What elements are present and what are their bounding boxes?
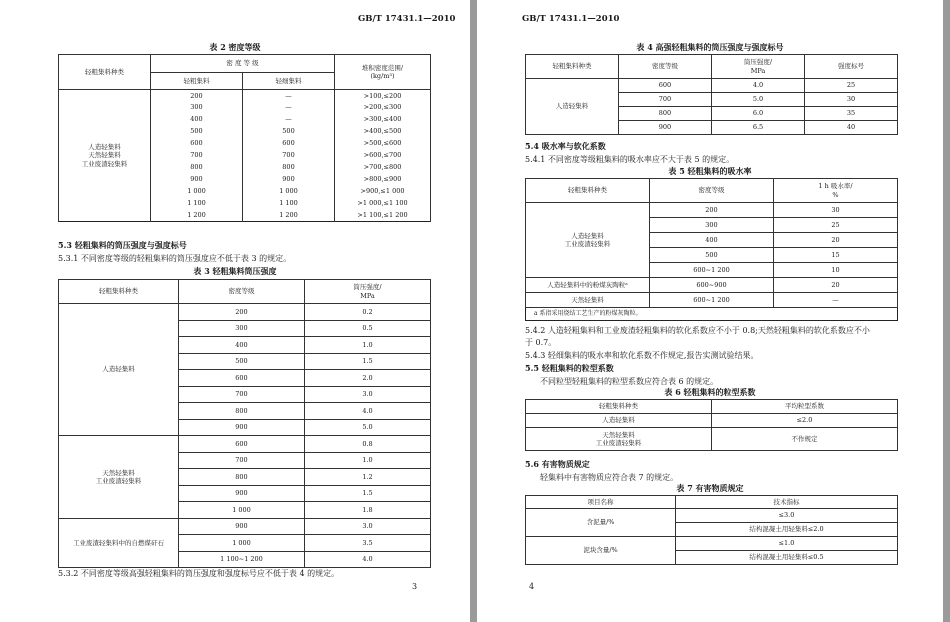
t4-header-strength: 筒压强度/ MPa [712,55,805,79]
t5-group1-label: 人造轻集料 工业废渣轻集料 [526,203,650,278]
table-cell: 1 000 [243,186,335,198]
t5-header-grade: 密度等级 [650,179,774,203]
table-cell: 1 200 [243,210,335,222]
t2-header-coarse: 轻粗集料 [151,73,243,90]
para-5-6: 轻集料中有害物质应符合表 7 的规定。 [540,473,679,482]
table-cell: 600 [179,436,305,453]
table-cell: >700,≤800 [335,162,431,174]
table-cell: 600~900 [650,278,774,293]
table-cell: 600~1 200 [650,263,774,278]
table-cell: 600 [243,138,335,150]
t5-header-type: 轻粗集料种类 [526,179,650,203]
table-cell: 3.0 [305,386,431,403]
page-number: 4 [529,582,535,591]
table-cell: 人造轻集料 [526,414,712,428]
table-cell: >1 100,≤1 200 [335,210,431,222]
para-5-4-2: 5.4.2 人造轻粗集料和工业废渣轻粗集料的软化系数应不小于 0.8;天然轻粗集料的软化系数应不小 [525,326,870,335]
table-cell: 6.5 [712,121,805,135]
table3-cylinder-strength [58,279,431,568]
table5-water-absorption [525,178,898,321]
t7-header-spec: 技术指标 [676,496,898,509]
t2-header-range: 堆积密度范围/ (kg/m³) [335,55,431,90]
t3-header-strength: 筒压强度/ MPa [305,280,431,304]
t4-type-label: 人造轻集料 [526,79,619,135]
t7-item2: 泥块含量/% [526,537,676,565]
table-cell: 0.8 [305,436,431,453]
t3-header-type: 轻粗集料种类 [59,280,179,304]
page-number: 3 [412,582,418,591]
table3-title: 表 3 轻粗集料筒压强度 [193,266,277,276]
table-cell: 0.5 [305,320,431,337]
t3-group1-label: 人造轻集料 [59,304,179,436]
t6-header-type: 轻粗集料种类 [526,400,712,414]
table4-title: 表 4 高强轻粗集料的筒压强度与强度标号 [636,42,784,52]
table-cell: 500 [179,353,305,370]
table5-title: 表 5 轻粗集料的吸水率 [668,166,752,176]
table-cell: 15 [774,248,898,263]
table6-shape-coefficient [525,399,898,451]
t3-group2-label: 天然轻集料 工业废渣轻集料 [59,436,179,519]
table-cell: >100,≤200 [335,90,431,102]
t4-header-type: 轻粗集料种类 [526,55,619,79]
table-cell: 4.0 [305,551,431,568]
table-cell: 900 [619,121,712,135]
para-5-3-2: 5.3.2 不同密度等级高强轻粗集料的筒压强度和强度标号应不低于表 4 的规定。 [58,569,340,578]
table-cell: 1 000 [179,502,305,519]
table-cell: 25 [774,218,898,233]
table-cell: 5.0 [305,419,431,436]
table-cell: 天然轻集料 工业废渣轻集料 [526,428,712,451]
table-cell: 900 [179,518,305,535]
table-cell: 天然轻集料 [526,293,650,308]
table-cell: 2.0 [305,370,431,387]
t2-type-label: 人造轻集料 天然轻集料 工业废渣轻集料 [59,90,151,222]
table-cell: — [243,114,335,126]
table-cell: 人造轻集料中的粉煤灰陶粒ᵃ [526,278,650,293]
table-cell: 1 200 [151,210,243,222]
section-5-6: 5.6 有害物质规定 [525,459,590,469]
table-cell: 25 [805,79,898,93]
table-cell: 1.8 [305,502,431,519]
table-cell: 300 [179,320,305,337]
table-cell: 400 [179,337,305,354]
table-cell: 40 [805,121,898,135]
table-cell: 300 [151,102,243,114]
table-cell: 800 [619,107,712,121]
table-cell: 0.2 [305,304,431,321]
table-cell: ≤3.0 [676,509,898,523]
section-5-5: 5.5 轻粗集料的粒型系数 [525,363,614,373]
table-cell: — [243,102,335,114]
table-cell: >500,≤600 [335,138,431,150]
section-5-3: 5.3 轻粗集料的筒压强度与强度标号 [58,240,187,250]
table-cell: 900 [179,419,305,436]
para-5-4-1: 5.4.1 不同密度等级粗集料的吸水率应不大于表 5 的规定。 [525,155,735,164]
table-cell: 1.2 [305,469,431,486]
para-5-5: 不同粒型轻粗集料的粒型系数应符合表 6 的规定。 [540,377,719,386]
document-page-4 [477,0,943,622]
table-cell: 30 [774,203,898,218]
page-header: GB/T 17431.1—2010 [358,14,456,24]
table-cell: 500 [650,248,774,263]
table-cell: 700 [179,452,305,469]
table-cell: 35 [805,107,898,121]
table-cell: 200 [179,304,305,321]
table-cell: 1 000 [151,186,243,198]
table-cell: 900 [151,174,243,186]
table-cell: 600 [179,370,305,387]
table-cell: 不作规定 [712,428,898,451]
table-cell: ≤2.0 [712,414,898,428]
t5-footnote: a 系指采用烧结工艺生产的粉煤灰陶粒。 [534,310,642,318]
table-cell: >600,≤700 [335,150,431,162]
t5-header-water: 1 h 吸水率/ % [774,179,898,203]
table-cell: 20 [774,233,898,248]
table-cell: 10 [774,263,898,278]
table-cell: 600~1 200 [650,293,774,308]
t2-header-type: 轻粗集料种类 [59,55,151,90]
table-cell: 1.5 [305,353,431,370]
table-cell: 900 [179,485,305,502]
para-5-3-1: 5.3.1 不同密度等级的轻粗集料的筒压强度应不低于表 3 的规定。 [58,254,292,263]
table-cell: 200 [151,90,243,102]
table-cell: 1.0 [305,337,431,354]
table-cell: >1 000,≤1 100 [335,198,431,210]
t2-header-sand: 轻细集料 [243,73,335,90]
table-cell: 4.0 [305,403,431,420]
table7-harmful-substances [525,495,898,565]
table-cell: 700 [243,150,335,162]
table-cell: 30 [805,93,898,107]
table-cell: 700 [179,386,305,403]
document-page-3 [0,0,470,622]
table-cell: 1 100 [243,198,335,210]
table2-title: 表 2 密度等级 [209,42,261,52]
table-cell: — [774,293,898,308]
t7-item1: 含泥量/% [526,509,676,537]
table-cell: 400 [650,233,774,248]
table-cell: 1 100~1 200 [179,551,305,568]
table-cell: >300,≤400 [335,114,431,126]
table7-title: 表 7 有害物质规定 [676,483,744,493]
table-cell: 20 [774,278,898,293]
table-cell: 600 [619,79,712,93]
para-5-4-3: 5.4.3 轻细集料的吸水率和软化系数不作规定,报告实测试验结果。 [525,351,759,360]
t3-header-grade: 密度等级 [179,280,305,304]
table-cell: 600 [151,138,243,150]
page-header: GB/T 17431.1—2010 [522,14,620,24]
table-cell: 800 [151,162,243,174]
table-cell: 700 [619,93,712,107]
table-cell: 900 [243,174,335,186]
table-cell: 1 100 [151,198,243,210]
table-cell: 4.0 [712,79,805,93]
t6-header-coef: 平均粒型系数 [712,400,898,414]
t3-group3-label: 工业废渣轻集料中的自燃煤矸石 [59,518,179,568]
table2-density-grade [58,54,431,222]
table-cell: 800 [243,162,335,174]
para-5-4-2-cont: 于 0.7。 [525,338,557,347]
table-cell: 3.5 [305,535,431,552]
table-cell: 500 [243,126,335,138]
table-cell: 300 [650,218,774,233]
table-cell: >800,≤900 [335,174,431,186]
t4-header-mark: 强度标号 [805,55,898,79]
table-cell: 结构混凝土用轻集料≤2.0 [676,523,898,537]
table-cell: 5.0 [712,93,805,107]
table-cell: 1 000 [179,535,305,552]
table-cell: 700 [151,150,243,162]
table-cell: 6.0 [712,107,805,121]
t2-header-grade: 密 度 等 级 [151,55,335,73]
table-cell: 400 [151,114,243,126]
table4-high-strength [525,54,898,135]
table-cell: ≤1.0 [676,537,898,551]
table-cell: 200 [650,203,774,218]
table-cell: 1.5 [305,485,431,502]
table-cell: >400,≤500 [335,126,431,138]
table-cell: 1.0 [305,452,431,469]
t7-header-item: 项目名称 [526,496,676,509]
table6-title: 表 6 轻粗集料的粒型系数 [664,387,756,397]
table-cell: >200,≤300 [335,102,431,114]
t4-header-grade: 密度等级 [619,55,712,79]
table-cell: 500 [151,126,243,138]
table-cell: 3.0 [305,518,431,535]
table-cell: — [243,90,335,102]
section-5-4: 5.4 吸水率与软化系数 [525,141,606,151]
table-cell: 800 [179,469,305,486]
table-cell: 800 [179,403,305,420]
table-cell: >900,≤1 000 [335,186,431,198]
table-cell: 结构混凝土用轻集料≤0.5 [676,551,898,565]
